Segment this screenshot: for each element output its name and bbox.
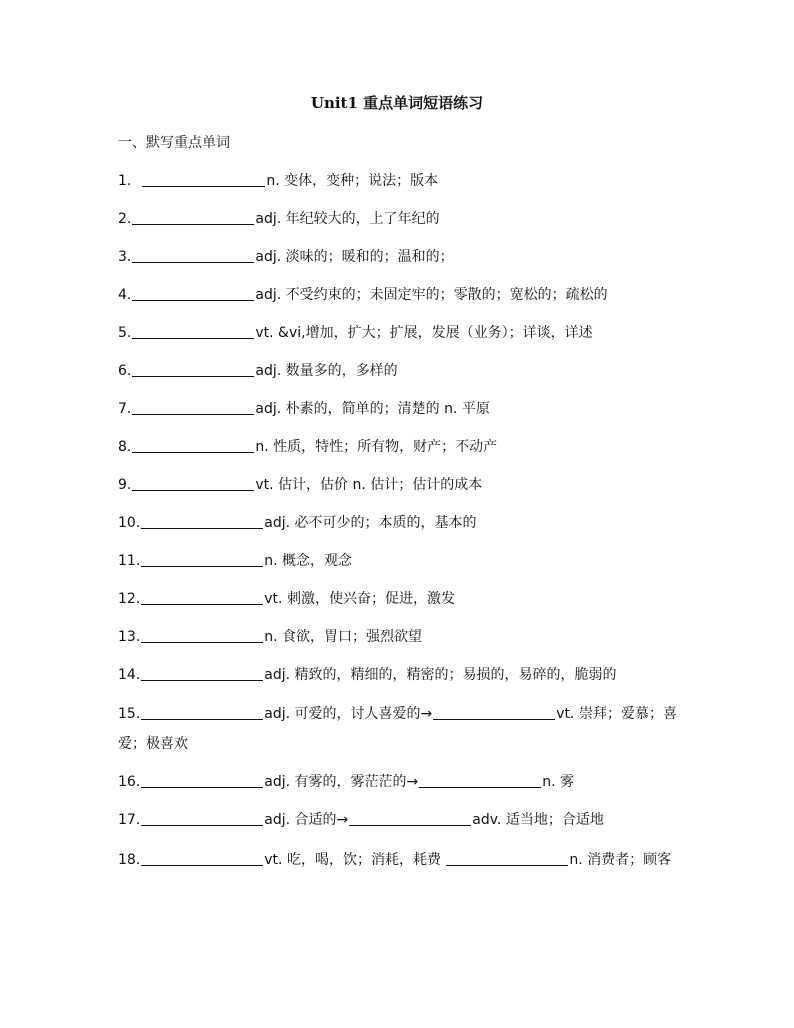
list-item: 12. vt. 刺激，使兴奋；促进，激发 — [118, 591, 455, 607]
answer-blank[interactable] — [141, 718, 263, 720]
answer-blank[interactable] — [141, 864, 263, 866]
answer-blank[interactable] — [141, 603, 263, 605]
answer-blank[interactable] — [132, 489, 254, 491]
list-item: 13. n. 食欲，胃口；强烈欲望 — [118, 629, 423, 645]
answer-blank[interactable] — [141, 565, 263, 567]
list-item: 10. adj. 必不可少的；本质的，基本的 — [118, 515, 477, 531]
list-item: 14. adj. 精致的，精细的，精密的；易损的，易碎的，脆弱的 — [118, 667, 617, 683]
answer-blank[interactable] — [132, 337, 254, 339]
list-item: 8. n. 性质，特性；所有物，财产；不动产 — [118, 439, 498, 455]
list-item: 18. vt. 吃，喝，饮；消耗，耗费 n. 消费者；顾客 — [118, 852, 672, 868]
answer-blank[interactable] — [433, 718, 555, 720]
answer-blank[interactable] — [132, 375, 254, 377]
list-item: 2. adj. 年纪较大的，上了年纪的 — [118, 211, 440, 227]
answer-blank[interactable] — [132, 223, 254, 225]
list-item: 6. adj. 数量多的，多样的 — [118, 363, 398, 379]
list-item: 5. vt. &vi,增加，扩大；扩展，发展（业务）；详谈，详述 — [118, 325, 593, 341]
answer-blank[interactable] — [141, 679, 263, 681]
list-item: 11. n. 概念，观念 — [118, 553, 353, 569]
list-item: 15. adj. 可爱的，讨人喜爱的→ vt. 崇拜；爱慕；喜爱；极喜欢 — [118, 706, 677, 752]
answer-blank[interactable] — [141, 786, 263, 788]
list-item: 17. adj. 合适的→ adv. 适当地；合适地 — [118, 812, 604, 828]
list-item: 9. vt. 估计，估价 n. 估计；估计的成本 — [118, 477, 483, 493]
list-item: 7. adj. 朴素的，简单的；清楚的 n. 平原 — [118, 401, 490, 417]
list-item: 3. adj. 淡味的；暖和的；温和的； — [118, 249, 454, 265]
list-item: 16. adj. 有雾的，雾茫茫的→ n. 雾 — [118, 774, 575, 790]
answer-blank[interactable] — [132, 413, 254, 415]
answer-blank[interactable] — [132, 299, 254, 301]
page-title: Unit1 重点单词短语练习 — [310, 94, 484, 112]
answer-blank[interactable] — [132, 451, 254, 453]
answer-blank[interactable] — [419, 786, 541, 788]
answer-blank[interactable] — [349, 824, 471, 826]
answer-blank[interactable] — [141, 641, 263, 643]
answer-blank[interactable] — [132, 261, 254, 263]
answer-blank[interactable] — [446, 864, 568, 866]
answer-blank[interactable] — [141, 527, 263, 529]
answer-blank[interactable] — [141, 824, 263, 826]
list-item: 4. adj. 不受约束的；未固定牢的；零散的；宽松的；疏松的 — [118, 287, 608, 303]
answer-blank[interactable] — [142, 185, 265, 187]
section-heading: 一、默写重点单词 — [118, 135, 230, 151]
list-item: 1. n. 变体，变种；说法；版本 — [118, 173, 439, 189]
